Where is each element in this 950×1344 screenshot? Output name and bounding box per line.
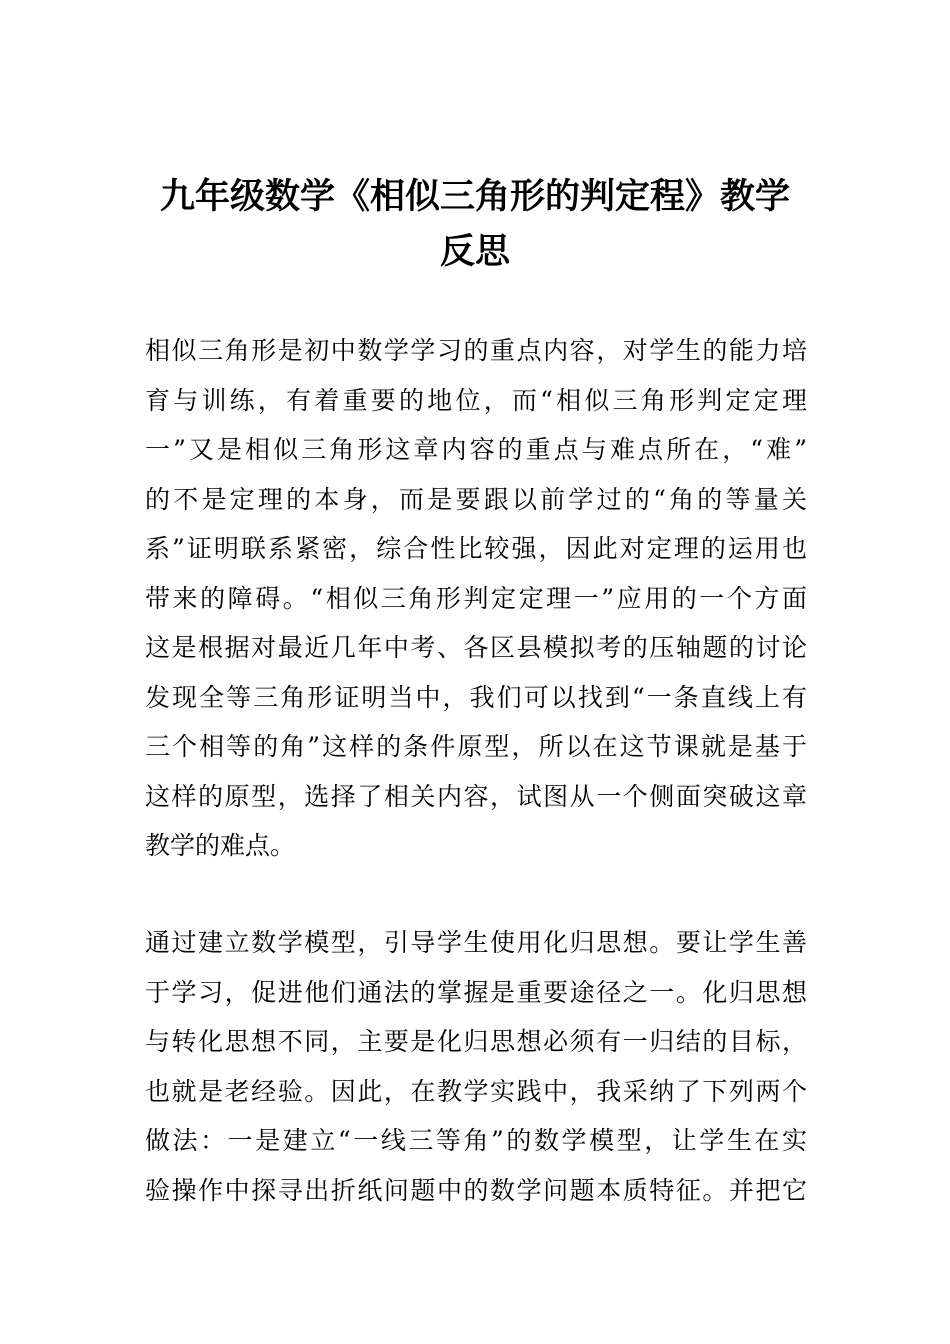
document-title [120, 170, 830, 280]
text-line: 与转化思想不同，主要是化归思想必须有一归结的目标， [145, 1027, 807, 1056]
text-line: 的不是定理的本身，而是要跟以前学过的“角的等量关 [145, 484, 807, 514]
text-line: 一”又是相似三角形这章内容的重点与难点所在，“难” [145, 435, 807, 464]
text-line: 发现全等三角形证明当中，我们可以找到“一条直线上有 [145, 682, 807, 712]
text-line: 教学的难点。 [145, 831, 296, 860]
text-line: 这是根据对最近几年中考、各区县模拟考的压轴题的讨论 [145, 633, 807, 662]
text-line: 于学习，促进他们通法的掌握是重要途径之一。化归思想 [145, 977, 807, 1007]
text-line: 这样的原型，选择了相关内容，试图从一个侧面突破这章 [145, 781, 807, 811]
text-line: 做法：一是建立“一线三等角”的数学模型，让学生在实 [145, 1126, 807, 1155]
text-line: 育与训练，有着重要的地位，而“相似三角形判定定理 [145, 385, 807, 415]
paragraph-1 [145, 326, 807, 871]
text-line: 相似三角形是初中数学学习的重点内容，对学生的能力培 [145, 336, 807, 365]
text-line: 三个相等的角”这样的条件原型，所以在这节课就是基于 [145, 732, 807, 761]
paragraph-2 [145, 918, 807, 1215]
text-line: 系”证明联系紧密，综合性比较强，因此对定理的运用也 [145, 534, 807, 563]
text-line: 也就是老经验。因此，在教学实践中，我采纳了下列两个 [145, 1076, 807, 1106]
text-line: 带来的障碍。“相似三角形判定定理一”应用的一个方面 [145, 583, 807, 613]
title-line: 反思 [439, 232, 510, 272]
text-line: 验操作中探寻出折纸问题中的数学问题本质特征。并把它 [145, 1175, 807, 1205]
title-line: 九年级数学《相似三角形的判定程》教学 [159, 177, 790, 217]
text-line: 通过建立数学模型，引导学生使用化归思想。要让学生善 [145, 928, 807, 957]
